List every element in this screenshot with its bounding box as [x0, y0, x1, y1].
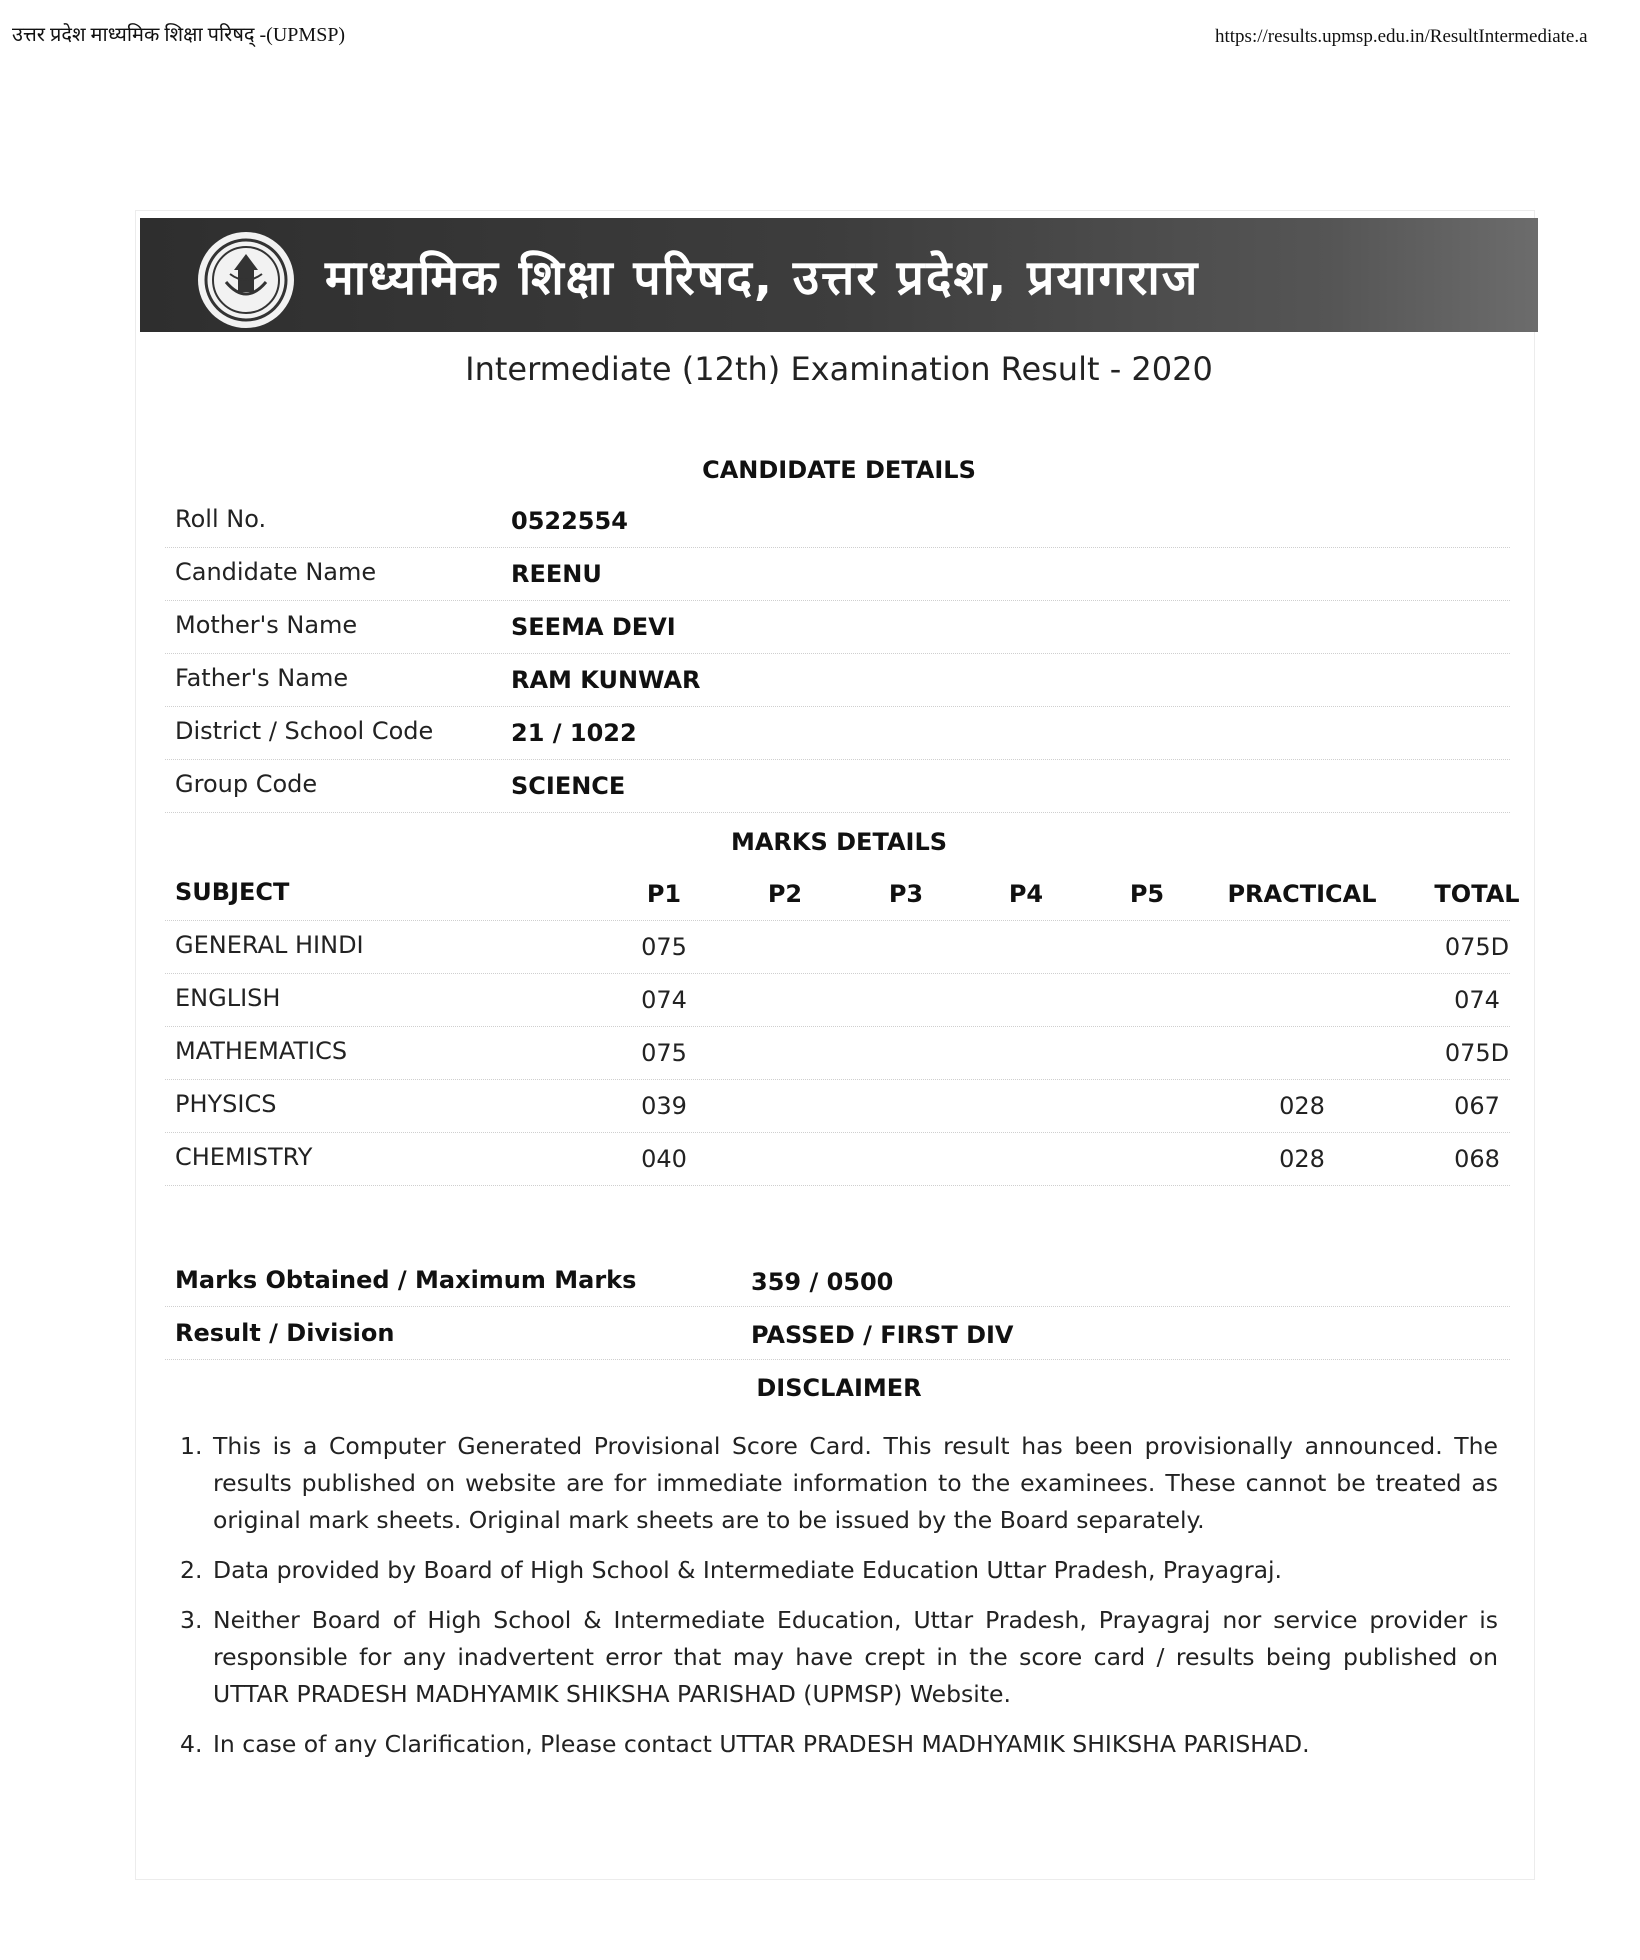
candidate-row-group-code	[165, 760, 1510, 813]
field-value: REENU	[511, 560, 602, 588]
mark-p1: 039	[641, 1092, 687, 1120]
field-label: Group Code	[175, 770, 318, 798]
disclaimer-item-text: Data provided by Board of High School & Intermediate Education Uttar Pradesh, Prayagraj.	[213, 1556, 1283, 1584]
table-row	[165, 1080, 1510, 1133]
candidate-row-name	[165, 548, 1510, 601]
marks-obtained-value: 359 / 0500	[751, 1268, 894, 1296]
print-page-title: उत्तर प्रदेश माध्यमिक शिक्षा परिषद् -(UPMSP)	[12, 24, 346, 46]
subject-name: PHYSICS	[175, 1090, 277, 1118]
disclaimer-item	[180, 1726, 1498, 1763]
disclaimer-item-text: This is a Computer Generated Provisional Score Card. This result has been provisionally announced. The results published on website are for immediate information to the examinees. These cannot be treated as original mark sheets. Original mark sheets are to be issued by the Board separately.	[213, 1432, 1498, 1534]
column-header-p1: P1	[646, 880, 682, 908]
mark-practical: 028	[1279, 1145, 1325, 1173]
mark-total: 075D	[1444, 1039, 1510, 1067]
marks-header-row	[165, 868, 1520, 921]
column-header-p3: P3	[888, 880, 924, 908]
column-header-p5: P5	[1129, 880, 1165, 908]
mark-total: 067	[1454, 1092, 1500, 1120]
subject-name: CHEMISTRY	[175, 1143, 313, 1171]
subject-name: MATHEMATICS	[175, 1037, 348, 1065]
field-value: SEEMA DEVI	[511, 613, 676, 641]
disclaimer-item-text: Neither Board of High School & Intermediate Education, Uttar Pradesh, Prayagraj nor service provider is responsible for any inadvertent error that may have crept in the score card / results being published on UTTAR PRADESH MADHYAMIK SHIKSHA PARISHAD (UPMSP) Website.	[213, 1606, 1498, 1708]
table-row	[165, 921, 1510, 974]
result-division-row	[165, 1307, 1510, 1360]
mark-total: 074	[1454, 986, 1500, 1014]
mark-p1: 075	[641, 933, 687, 961]
column-header-practical: PRACTICAL	[1227, 880, 1377, 908]
field-label: District / School Code	[175, 717, 434, 745]
column-header-subject: SUBJECT	[175, 878, 290, 906]
field-value: 21 / 1022	[511, 719, 637, 747]
column-header-total: TOTAL	[1434, 880, 1520, 908]
mark-total: 075D	[1444, 933, 1510, 961]
disclaimer-item-text: In case of any Clarification, Please contact UTTAR PRADESH MADHYAMIK SHIKSHA PARISHAD.	[213, 1730, 1310, 1758]
candidate-row-roll-no	[165, 495, 1510, 548]
upmsp-seal-icon	[196, 230, 296, 330]
table-row	[165, 974, 1510, 1027]
mark-total: 068	[1454, 1145, 1500, 1173]
candidate-row-mother-name	[165, 601, 1510, 654]
disclaimer-item-number: 2.	[180, 1556, 203, 1584]
field-label: Candidate Name	[175, 558, 377, 586]
field-label: Roll No.	[175, 505, 267, 533]
table-row	[165, 1027, 1510, 1080]
disclaimer-item	[180, 1602, 1498, 1713]
candidate-row-father-name	[165, 654, 1510, 707]
disclaimer-item	[180, 1428, 1498, 1539]
column-header-p4: P4	[1008, 880, 1044, 908]
exam-title: Intermediate (12th) Examination Result - 2020	[465, 350, 1213, 388]
marks-obtained-label: Marks Obtained / Maximum Marks	[175, 1266, 637, 1294]
field-label: Father's Name	[175, 664, 349, 692]
candidate-details-heading: CANDIDATE DETAILS	[702, 456, 976, 484]
disclaimer-item	[180, 1552, 1498, 1589]
result-division-label: Result / Division	[175, 1319, 395, 1347]
disclaimer-heading: DISCLAIMER	[756, 1374, 922, 1402]
field-value: 0522554	[511, 507, 628, 535]
mark-p1: 075	[641, 1039, 687, 1067]
board-name-hindi: माध्यमिक शिक्षा परिषद, उत्तर प्रदेश, प्रयागराज	[325, 250, 1200, 306]
column-header-p2: P2	[767, 880, 803, 908]
candidate-row-district-school	[165, 707, 1510, 760]
header-banner	[140, 218, 1538, 332]
disclaimer-item-number: 3.	[180, 1606, 203, 1634]
marks-details-heading: MARKS DETAILS	[730, 828, 948, 856]
mark-p1: 074	[641, 986, 687, 1014]
table-row	[165, 1133, 1510, 1186]
disclaimer-item-number: 4.	[180, 1730, 203, 1758]
disclaimer-item-number: 1.	[180, 1432, 203, 1460]
disclaimer-list	[180, 1428, 1498, 1776]
print-page-url: https://results.upmsp.edu.in/ResultIntermediate.a	[1215, 26, 1588, 47]
subject-name: GENERAL HINDI	[175, 931, 364, 959]
field-label: Mother's Name	[175, 611, 358, 639]
marks-obtained-row	[165, 1254, 1510, 1307]
subject-name: ENGLISH	[175, 984, 281, 1012]
field-value: RAM KUNWAR	[511, 666, 701, 694]
mark-p1: 040	[641, 1145, 687, 1173]
field-value: SCIENCE	[511, 772, 626, 800]
result-division-value: PASSED / FIRST DIV	[751, 1321, 1014, 1349]
mark-practical: 028	[1279, 1092, 1325, 1120]
